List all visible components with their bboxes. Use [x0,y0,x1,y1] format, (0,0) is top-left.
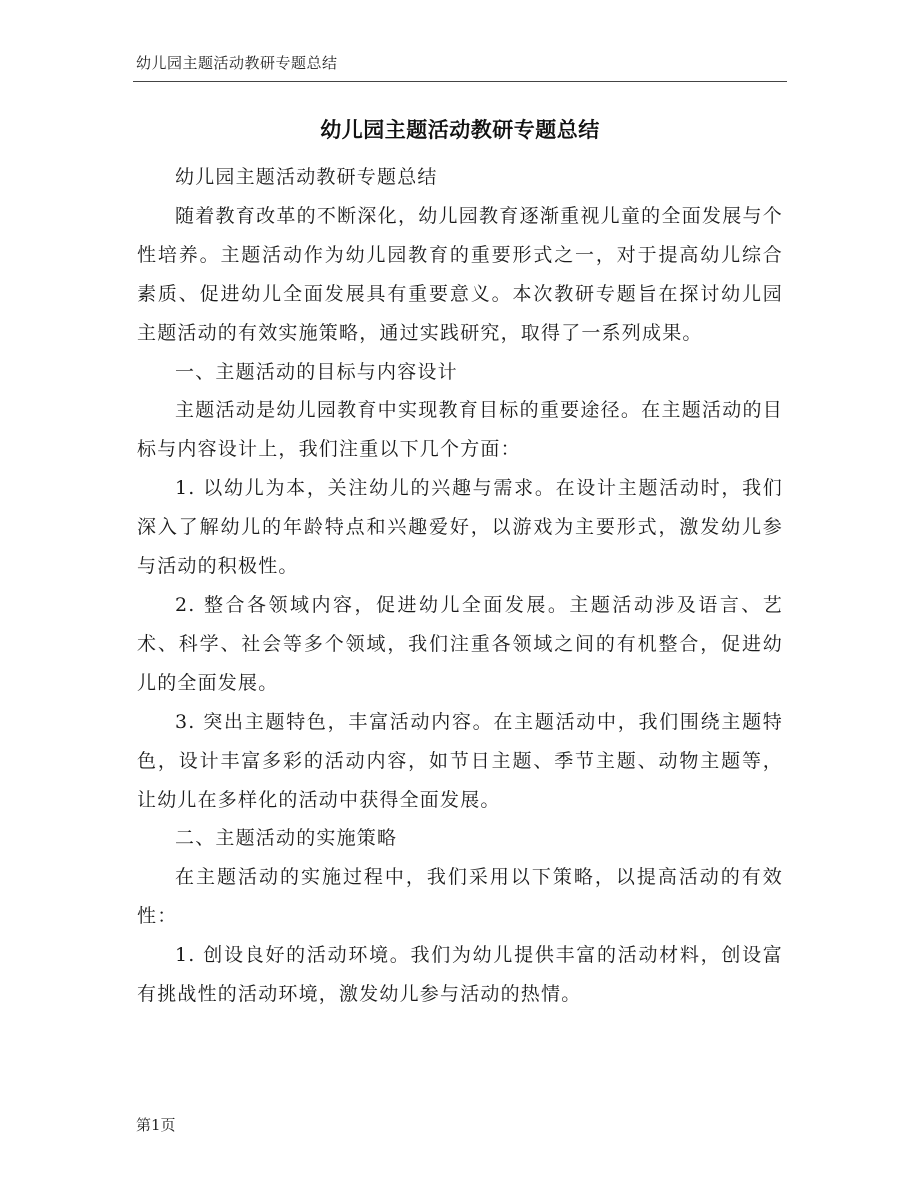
running-header: 幼儿园主题活动教研专题总结 [136,54,338,72]
paragraph-intro: 随着教育改革的不断深化，幼儿园教育逐渐重视儿童的全面发展与个性培养。主题活动作为幼儿园教育的重要形式之一，对于提高幼儿综合素质、促进幼儿全面发展具有重要意义。本次教研专题旨在探讨幼儿园主题活动的有效实施策略，通过实践研究，取得了一系列成果。 [137,204,783,344]
paragraph-section-1-intro: 主题活动是幼儿园教育中实现教育目标的重要途径。在主题活动的目标与内容设计上，我们注重以下几个方面： [137,399,783,461]
section-heading-1: 一、主题活动的目标与内容设计 [175,360,458,383]
header-divider [133,81,787,82]
list-item-1-2: 2. 整合各领域内容，促进幼儿全面发展。主题活动涉及语言、艺术、科学、社会等多个领域，我们注重各领域之间的有机整合，促进幼儿的全面发展。 [137,593,783,694]
document-title: 幼儿园主题活动教研专题总结 [320,118,600,142]
document-body [137,158,783,1014]
page-number: 第1页 [136,1116,176,1134]
section-heading-2: 二、主题活动的实施策略 [175,827,398,850]
paragraph-subtitle: 幼儿园主题活动教研专题总结 [175,166,438,188]
list-item-2-1: 1. 创设良好的活动环境。我们为幼儿提供丰富的活动材料，创设富有挑战性的活动环境，激发幼儿参与活动的热情。 [137,944,783,1006]
list-item-1-1: 1. 以幼儿为本，关注幼儿的兴趣与需求。在设计主题活动时，我们深入了解幼儿的年龄特点和兴趣爱好，以游戏为主要形式，激发幼儿参与活动的积极性。 [137,477,783,578]
list-item-1-3: 3. 突出主题特色，丰富活动内容。在主题活动中，我们围绕主题特色，设计丰富多彩的活动内容，如节日主题、季节主题、动物主题等，让幼儿在多样化的活动中获得全面发展。 [137,710,783,811]
paragraph-section-2-intro: 在主题活动的实施过程中，我们采用以下策略，以提高活动的有效性： [137,866,783,928]
